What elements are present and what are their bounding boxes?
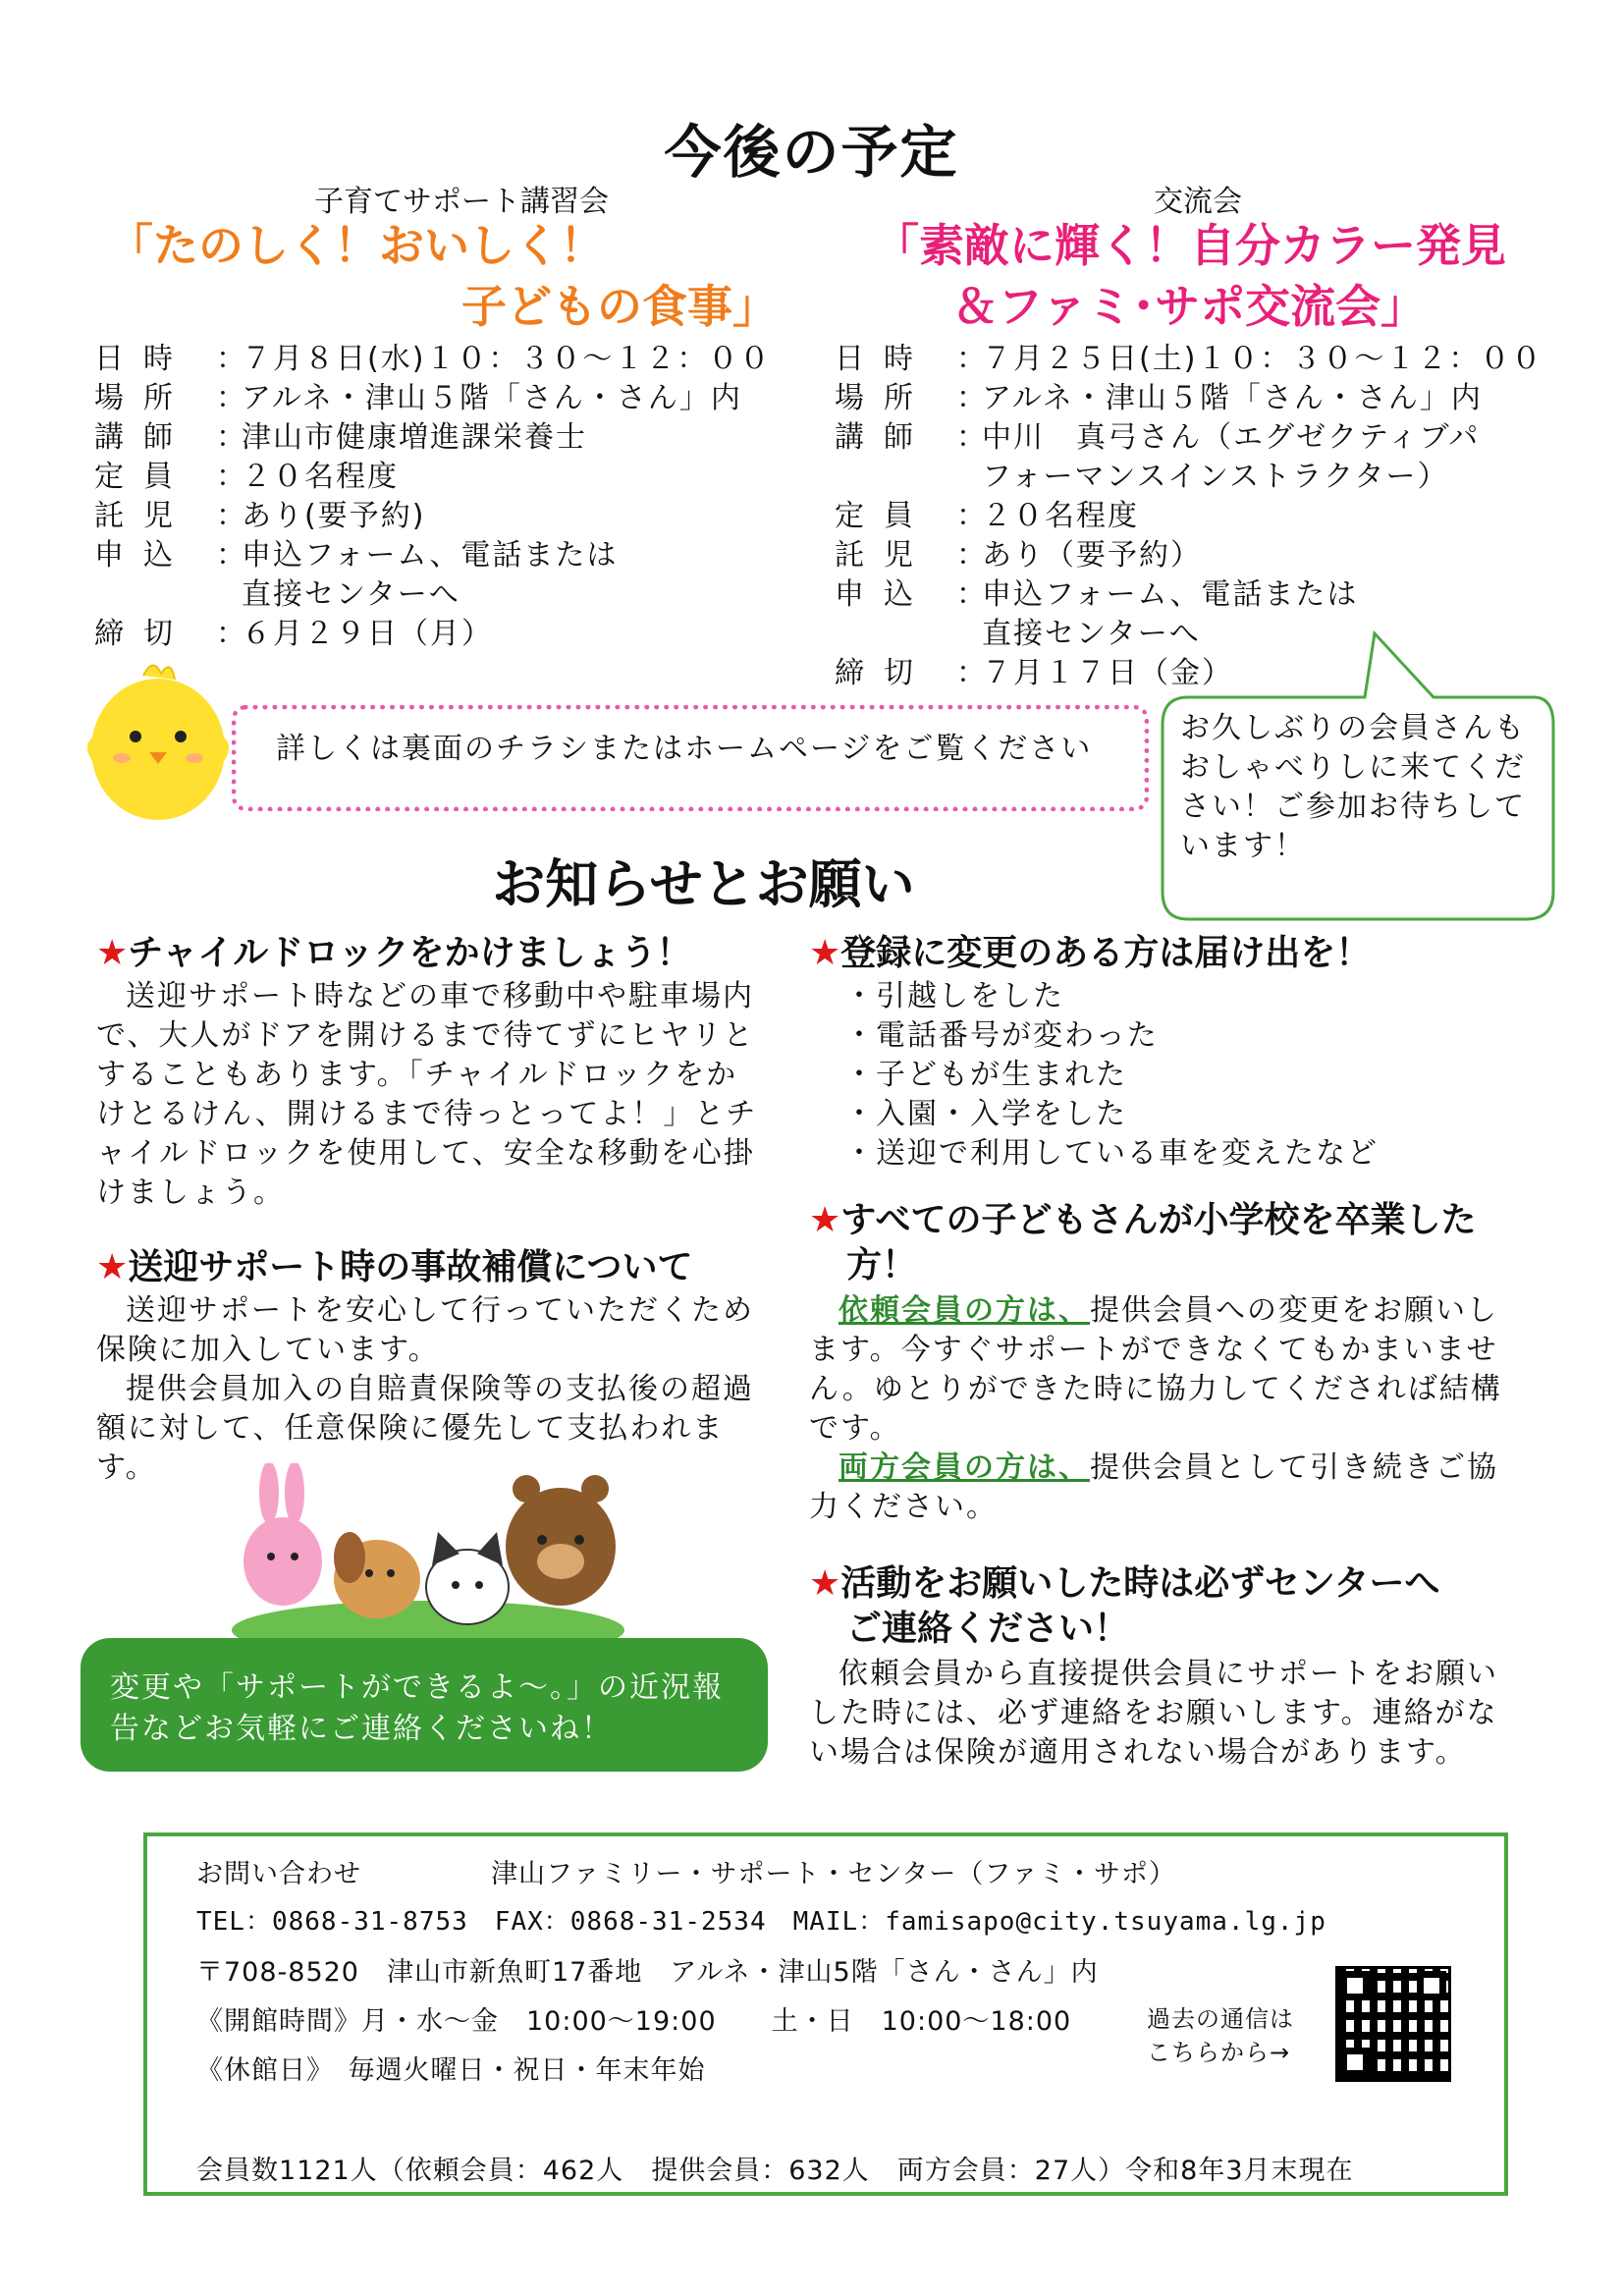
detail-colon: ： — [956, 538, 988, 573]
page-title: 今後の予定 — [664, 119, 959, 186]
detail-row — [835, 536, 1581, 575]
notice-contact-title-line2: ご連絡ください！ — [846, 1609, 1130, 1649]
detail-row — [94, 340, 801, 379]
detail-key: 申込 — [94, 538, 192, 573]
detail-note-box — [232, 705, 1149, 811]
qr-code-icon[interactable] — [1335, 1966, 1451, 2082]
detail-row — [94, 418, 801, 458]
detail-value: ６月２９日（月） — [242, 617, 493, 651]
detail-colon: ： — [956, 656, 988, 690]
contact-label: お問い合わせ — [196, 1859, 361, 1889]
detail-value: アルネ・津山５階「さん・さん」内 — [242, 381, 742, 415]
detail-colon: ： — [956, 342, 988, 376]
detail-colon: ： — [216, 617, 247, 651]
notice-childlock-body: 送迎サポート時などの車で移動中や駐車場内で、大人がドアを開けるまで待てずにヒヤリとすることもあります。「チャイルドロックをかけとるけん、開けるまで待っとってよ！」とチャイルドロックを使用して、安全な移動を心掛けましょう。 — [96, 979, 758, 1210]
detail-colon — [216, 575, 242, 615]
detail-colon: ： — [216, 342, 247, 376]
detail-row — [94, 575, 801, 615]
detail-key: 締切 — [835, 656, 933, 690]
notice-childlock-title: ★チャイルドロックをかけましょう！ — [96, 933, 692, 973]
detail-key: 場所 — [835, 381, 933, 415]
detail-key: 申込 — [835, 577, 933, 612]
detail-key — [835, 615, 956, 654]
detail-row — [835, 575, 1581, 615]
detail-colon: ： — [956, 381, 988, 415]
detail-row — [94, 497, 801, 536]
event1-title-line2: 子どもの食事」 — [461, 280, 778, 333]
detail-value: 津山市健康増進課栄養士 — [242, 420, 587, 455]
detail-value: ７月２５日(土)１０：３０～１２：００ — [982, 342, 1543, 376]
detail-value: 中川 真弓さん（エグゼクティブパ — [982, 420, 1481, 455]
notice-heading: お知らせとお願い — [492, 853, 915, 915]
member-count: 会員数1121人（依頼会員：462人 提供会員：632人 両方会員：27人）令和8年3月末現在 — [196, 2156, 1354, 2186]
list-item: ・電話番号が変わった — [844, 1018, 1159, 1053]
detail-colon: ： — [216, 460, 247, 494]
event2-category: 交流会 — [1154, 185, 1242, 219]
detail-row — [835, 379, 1581, 418]
past-issues-line1: 過去の通信は — [1147, 2005, 1294, 2033]
chick-illustration — [84, 656, 232, 823]
detail-value: 申込フォーム、電話または — [982, 577, 1359, 612]
event1-category: 子育てサポート講習会 — [314, 185, 609, 219]
detail-row — [835, 458, 1581, 497]
list-item: ・引越しをした — [844, 979, 1064, 1013]
detail-key: 定員 — [835, 499, 933, 533]
notice-contact-title: ★活動をお願いした時は必ずセンターへ — [809, 1563, 1440, 1604]
event2-title-line2: ＆ファミ･サポ交流会」 — [952, 280, 1427, 333]
contact-box — [143, 1832, 1508, 2196]
detail-colon: ： — [216, 420, 247, 455]
list-item: ・送迎で利用している車を変えたなど — [844, 1136, 1379, 1171]
detail-value: ２０名程度 — [982, 499, 1139, 533]
detail-key — [94, 575, 216, 615]
contact-address: 〒708-8520 津山市新魚町17番地 アルネ・津山5階「さん・さん」内 — [196, 1957, 1099, 1988]
detail-value: 申込フォーム、電話または — [242, 538, 619, 573]
star-icon: ★ — [809, 1200, 841, 1240]
detail-value: 直接センターへ — [982, 617, 1201, 651]
notice-contact-body: 依頼会員から直接提供会員にサポートをお願いした時には、必ず連絡をお願いします。連絡がない場合は保険が適用されない場合があります。 — [809, 1657, 1498, 1770]
detail-row — [94, 379, 801, 418]
detail-key: 場所 — [94, 381, 192, 415]
detail-key: 講師 — [94, 420, 192, 455]
detail-key: 日時 — [835, 342, 933, 376]
detail-key — [835, 458, 956, 497]
detail-colon: ： — [216, 538, 247, 573]
detail-key: 定員 — [94, 460, 192, 494]
detail-key: 託児 — [94, 499, 192, 533]
detail-key: 日時 — [94, 342, 192, 376]
detail-key: 講師 — [835, 420, 933, 455]
detail-row — [835, 340, 1581, 379]
detail-value: アルネ・津山５階「さん・さん」内 — [982, 381, 1483, 415]
detail-colon — [956, 615, 982, 654]
detail-colon: ： — [216, 499, 247, 533]
star-icon: ★ — [96, 1247, 129, 1287]
notice-insurance-body2: 提供会員加入の自賠責保険等の支払後の超過額に対して、任意保険に優先して支払われます。 — [96, 1372, 754, 1485]
notice-graduate-title: ★すべての子どもさんが小学校を卒業した — [809, 1200, 1477, 1240]
detail-colon — [956, 458, 982, 497]
registration-list — [844, 977, 1532, 1174]
contact-hours: 《開館時間》月・水～金 10:00～19:00 土・日 10:00～18:00 — [196, 2006, 1072, 2037]
event1-title-line1: 「たのしく！おいしく！ — [108, 219, 605, 272]
green-message-box — [81, 1638, 768, 1772]
event2-title-line1: 「素敵に輝く！自分カラー発見 — [874, 219, 1506, 272]
detail-colon: ： — [956, 499, 988, 533]
detail-row — [94, 536, 801, 575]
detail-value: フォーマンスインストラクター） — [982, 460, 1449, 494]
detail-colon: ： — [216, 381, 247, 415]
notice-insurance-body: 送迎サポートを安心して行っていただくため保険に加入しています。 — [96, 1293, 754, 1367]
notice-graduate-p2: 両方会員の方は、提供会員として引き続きご協力ください。 — [809, 1450, 1498, 1524]
detail-key: 託児 — [835, 538, 933, 573]
detail-row — [835, 497, 1581, 536]
star-icon: ★ — [809, 1563, 841, 1604]
green-message-text: 変更や「サポートができるよ～。」の近況報告などお気軽にご連絡くださいね！ — [110, 1670, 724, 1746]
detail-value: ７月８日(水)１０：３０～１２：００ — [242, 342, 772, 376]
detail-value: ２０名程度 — [242, 460, 399, 494]
notice-registration-title: ★登録に変更のある方は届け出を！ — [809, 933, 1372, 973]
notice-graduate-p1: 依頼会員の方は、提供会員への変更をお願いします。今すぐサポートができなくてもかまいません。ゆとりができた時に協力してくだされば結構です。 — [809, 1293, 1502, 1446]
detail-value: あり（要予約） — [982, 538, 1202, 573]
list-item: ・入園・入学をした — [844, 1097, 1127, 1131]
contact-closed: 《休館日》 毎週火曜日・祝日・年末年始 — [196, 2055, 706, 2086]
detail-row — [835, 418, 1581, 458]
detail-row — [94, 615, 801, 654]
notice-graduate-title-line2: 方！ — [846, 1245, 918, 1285]
animals-illustration — [232, 1463, 624, 1640]
contact-phones: TEL：0868-31-8753 FAX：0868-31-2534 MAIL：famisapo@city.tsuyama.lg.jp — [196, 1907, 1326, 1937]
detail-colon: ： — [956, 420, 988, 455]
detail-key: 締切 — [94, 617, 192, 651]
past-issues-line2[interactable]: こちらから→ — [1147, 2039, 1291, 2066]
detail-colon: ： — [956, 577, 988, 612]
detail-row — [94, 458, 801, 497]
notice-insurance-title: ★送迎サポート時の事故補償について — [96, 1247, 693, 1287]
event1-details — [94, 340, 801, 654]
detail-value: あり(要予約) — [242, 499, 426, 533]
list-item: ・子どもが生まれた — [844, 1058, 1127, 1092]
detail-value: ７月１７日（金） — [982, 656, 1233, 690]
speech-bubble-text: お久しぶりの会員さんもおしゃべりしに来てください！ご参加お待ちしています！ — [1180, 711, 1526, 863]
star-icon: ★ — [96, 933, 129, 973]
star-icon: ★ — [809, 933, 841, 973]
contact-org: 津山ファミリー・サポート・センター（ファミ・サポ） — [491, 1859, 1176, 1889]
detail-value: 直接センターへ — [242, 577, 460, 612]
detail-note-text: 詳しくは裏面のチラシまたはホームページをご覧ください — [276, 732, 1093, 766]
